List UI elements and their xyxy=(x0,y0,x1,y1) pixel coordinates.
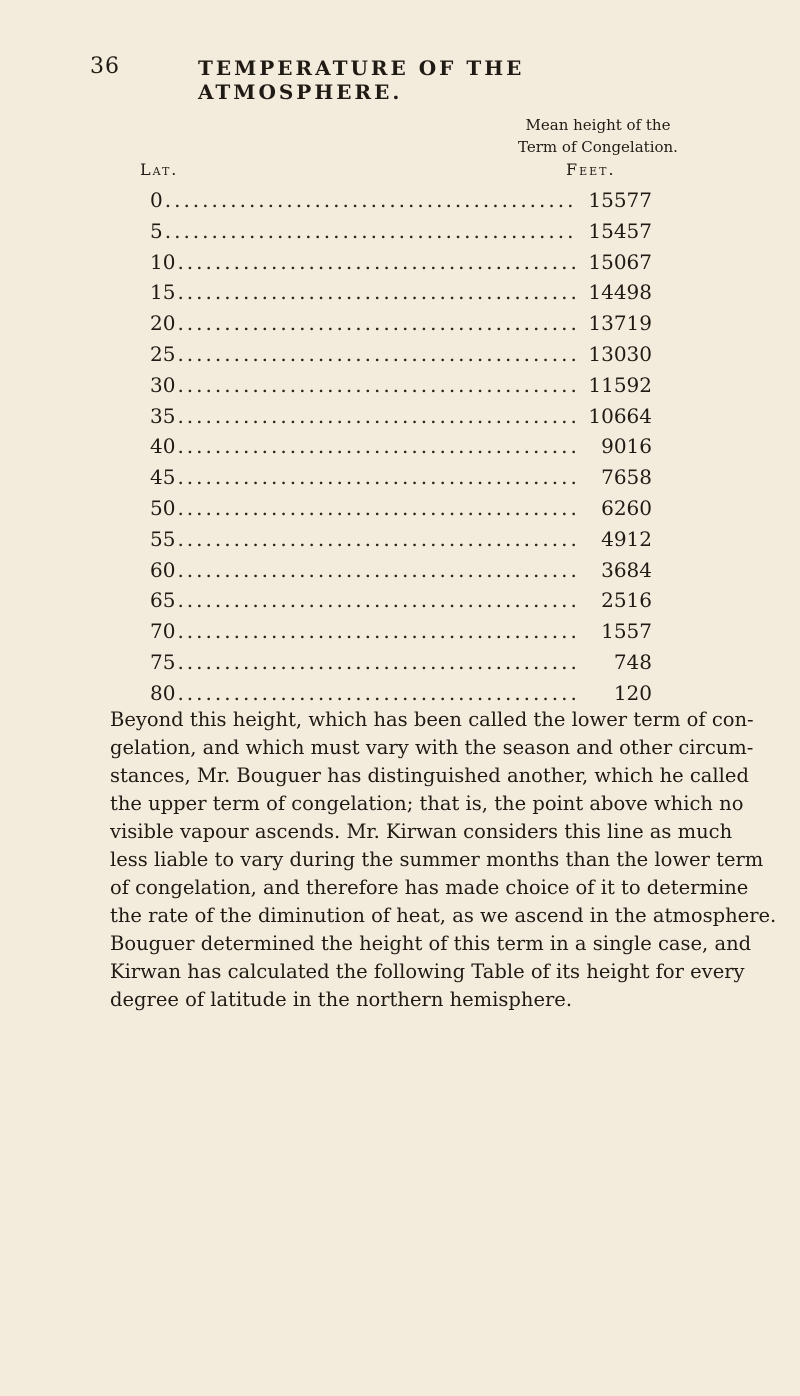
latitude-value: 65 xyxy=(150,588,176,613)
page-title: TEMPERATURE OF THE ATMOSPHERE. xyxy=(198,56,525,104)
caption-line: Mean height of the xyxy=(525,116,671,134)
table-row xyxy=(150,250,652,281)
height-value: 9016 xyxy=(601,434,652,459)
text-line: of congelation, and therefore has made choice of it to determine xyxy=(110,876,749,899)
dot-leader xyxy=(177,404,576,428)
latitude-value: 55 xyxy=(150,526,176,551)
text-line: Beyond this height, which has been called the lower term of con- xyxy=(110,708,754,731)
text-line: gelation, and which must vary with the season and other circum- xyxy=(110,736,754,759)
latitude-value: 10 xyxy=(150,249,176,274)
height-value: 10664 xyxy=(588,403,652,428)
table-row xyxy=(150,465,652,496)
height-value: 15577 xyxy=(588,188,652,212)
latitude-value: 25 xyxy=(150,341,176,366)
dot-leader xyxy=(177,311,576,335)
table-row xyxy=(150,496,652,527)
height-value: 13030 xyxy=(588,341,652,366)
latitude-value: 60 xyxy=(150,557,176,582)
table-row xyxy=(150,188,652,219)
text-line: visible vapour ascends. Mr. Kirwan considers this line as much xyxy=(110,820,733,843)
table-row xyxy=(150,219,652,250)
congelation-table xyxy=(150,188,652,712)
latitude-value: 5 xyxy=(150,218,163,243)
running-head xyxy=(90,54,690,104)
dot-leader xyxy=(177,342,576,366)
table-row xyxy=(150,280,652,311)
height-value: 6260 xyxy=(601,495,652,520)
table-row xyxy=(150,527,652,558)
table-row xyxy=(150,434,652,465)
table-row xyxy=(150,311,652,342)
dot-leader xyxy=(177,650,576,674)
table-row xyxy=(150,373,652,404)
body-paragraph xyxy=(110,706,777,1014)
text-line: stances, Mr. Bouguer has distinguished another, which he called xyxy=(110,764,749,787)
latitude-value: 35 xyxy=(150,403,176,428)
latitude-value: 0 xyxy=(150,188,163,212)
dot-leader xyxy=(177,465,576,489)
height-value: 120 xyxy=(613,680,652,705)
dot-leader xyxy=(177,527,576,551)
latitude-heading: Lat. xyxy=(140,160,179,179)
height-value: 3684 xyxy=(601,557,652,582)
dot-leader xyxy=(165,219,576,243)
latitude-value: 75 xyxy=(150,649,176,674)
feet-heading: Feet. xyxy=(566,160,616,179)
dot-leader xyxy=(177,558,576,582)
dot-leader xyxy=(165,188,576,212)
table-row xyxy=(150,558,652,589)
text-line: Bouguer determined the height of this term in a single case, and xyxy=(110,932,752,955)
latitude-value: 40 xyxy=(150,434,176,459)
latitude-value: 30 xyxy=(150,372,176,397)
latitude-value: 70 xyxy=(150,619,176,644)
column-caption xyxy=(518,114,678,158)
table-row xyxy=(150,404,652,435)
height-value: 7658 xyxy=(601,465,652,490)
latitude-value: 80 xyxy=(150,680,176,705)
height-value: 15457 xyxy=(588,218,652,243)
text-line: the upper term of congelation; that is, the point above which no xyxy=(110,792,744,815)
height-value: 13719 xyxy=(588,311,652,336)
height-value: 748 xyxy=(613,649,652,674)
table-row xyxy=(150,342,652,373)
height-value: 11592 xyxy=(588,372,652,397)
table-row xyxy=(150,619,652,650)
dot-leader xyxy=(177,373,576,397)
latitude-value: 45 xyxy=(150,465,176,490)
dot-leader xyxy=(177,250,576,274)
height-value: 14498 xyxy=(588,280,652,305)
latitude-value: 15 xyxy=(150,280,176,305)
caption-line: Term of Congelation. xyxy=(518,138,678,156)
latitude-value: 20 xyxy=(150,311,176,336)
text-line: the rate of the diminution of heat, as we ascend in the atmosphere. xyxy=(110,904,777,927)
table-row xyxy=(150,650,652,681)
dot-leader xyxy=(177,588,576,612)
height-value: 4912 xyxy=(601,526,652,551)
dot-leader xyxy=(177,619,576,643)
page-number: 36 xyxy=(90,54,120,79)
table-row xyxy=(150,588,652,619)
dot-leader xyxy=(177,496,576,520)
text-line: Kirwan has calculated the following Table of its height for every xyxy=(110,960,745,983)
height-value: 15067 xyxy=(588,249,652,274)
dot-leader xyxy=(177,681,576,705)
dot-leader xyxy=(177,434,576,458)
height-value: 2516 xyxy=(601,588,652,613)
latitude-value: 50 xyxy=(150,495,176,520)
text-line: less liable to vary during the summer months than the lower term xyxy=(110,848,764,871)
text-line: degree of latitude in the northern hemisphere. xyxy=(110,988,573,1011)
dot-leader xyxy=(177,280,576,304)
height-value: 1557 xyxy=(601,619,652,644)
